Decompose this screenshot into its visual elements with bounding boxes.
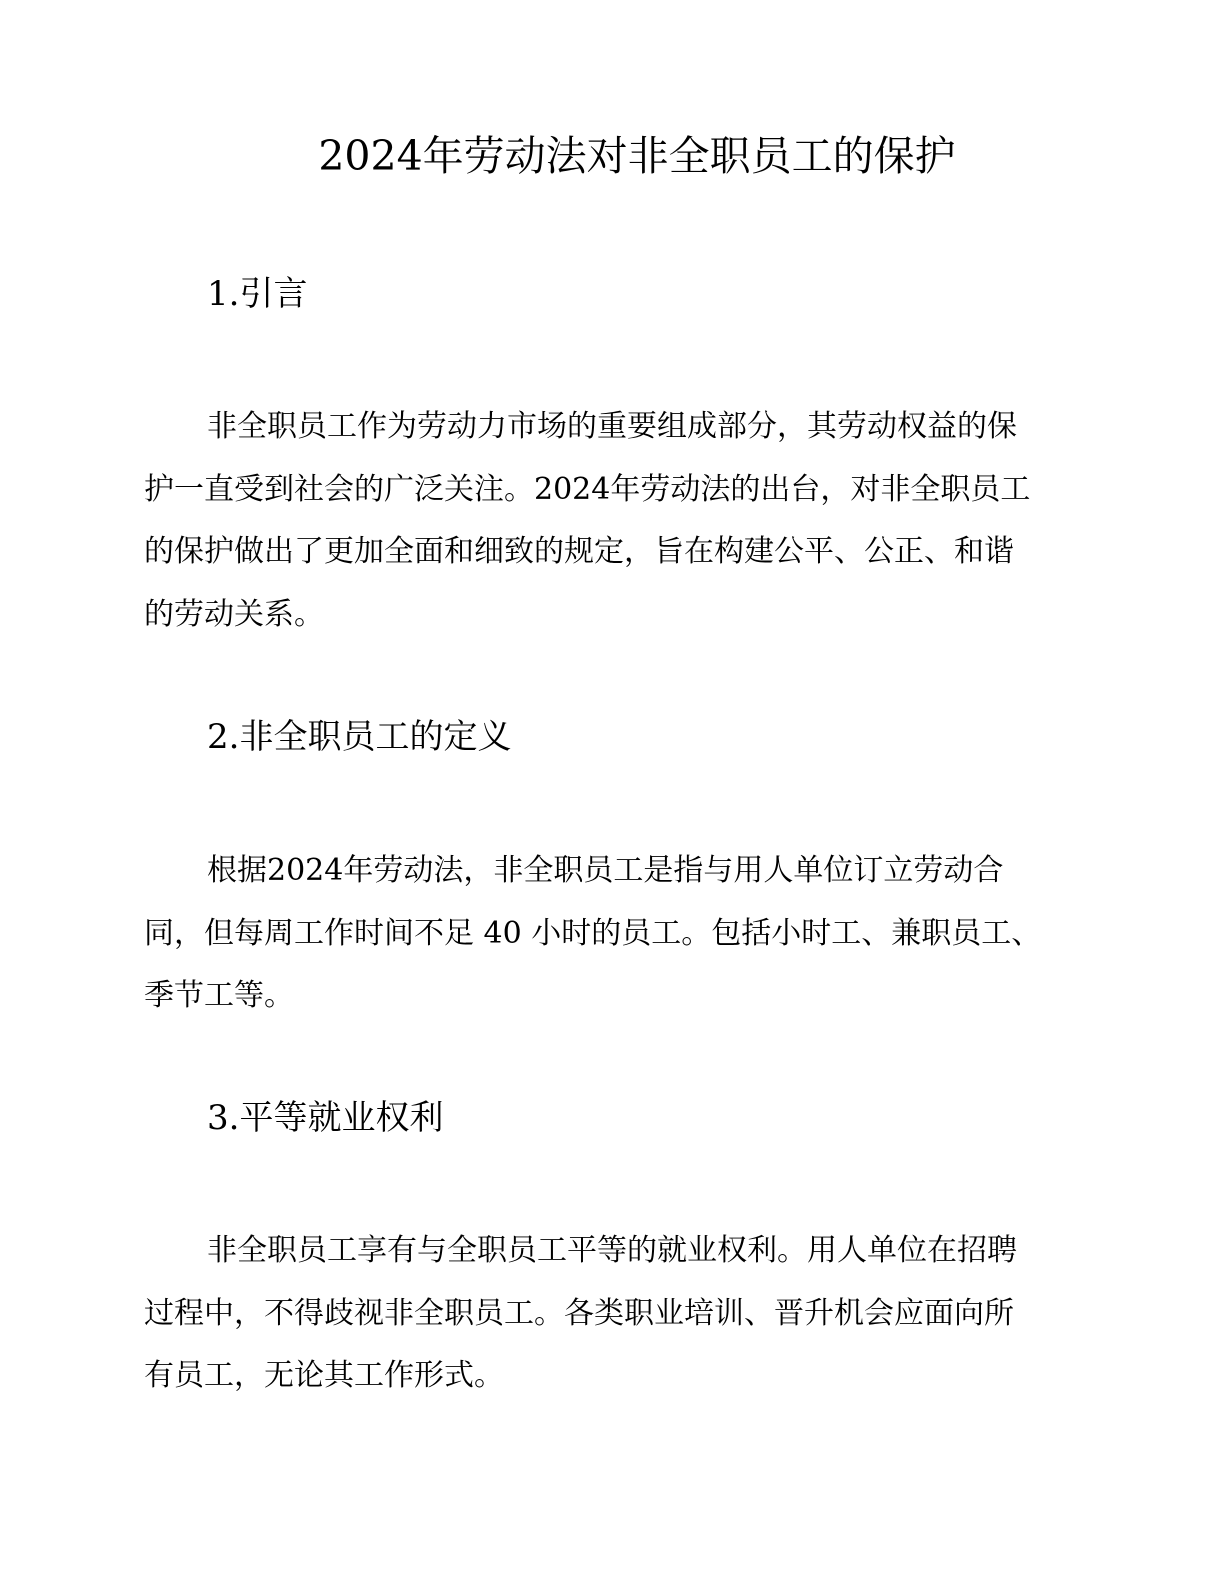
section-paragraph-definition — [144, 840, 1094, 1028]
section-heading-introduction: 1.引言 — [207, 274, 308, 314]
paragraph-line: 有员工，无论其工作形式。 — [144, 1358, 504, 1393]
document-title: 2024年劳动法对非全职员工的保护 — [318, 132, 956, 180]
paragraph-line: 同，但每周工作时间不足 40 小时的员工。包括小时工、兼职员工、 — [144, 915, 1042, 951]
paragraph-line: 护一直受到社会的广泛关注。2024年劳动法的出台，对非全职员工 — [144, 471, 1031, 507]
paragraph-line: 的劳动关系。 — [144, 596, 324, 632]
section-heading-equal-employment: 3.平等就业权利 — [207, 1098, 444, 1138]
section-paragraph-introduction — [144, 396, 1094, 646]
paragraph-line: 季节工等。 — [144, 978, 294, 1013]
section-heading-definition: 2.非全职员工的定义 — [207, 717, 512, 757]
paragraph-line: 根据2024年劳动法，非全职员工是指与用人单位订立劳动合 — [207, 853, 1004, 888]
paragraph-line: 非全职员工享有与全职员工平等的就业权利。用人单位在招聘 — [207, 1233, 1017, 1268]
section-paragraph-equal-employment — [144, 1220, 1094, 1408]
paragraph-line: 的保护做出了更加全面和细致的规定，旨在构建公平、公正、和谐 — [144, 534, 1014, 569]
paragraph-line: 非全职员工作为劳动力市场的重要组成部分，其劳动权益的保 — [207, 409, 1017, 444]
paragraph-line: 过程中，不得歧视非全职员工。各类职业培训、晋升机会应面向所 — [144, 1295, 1014, 1331]
